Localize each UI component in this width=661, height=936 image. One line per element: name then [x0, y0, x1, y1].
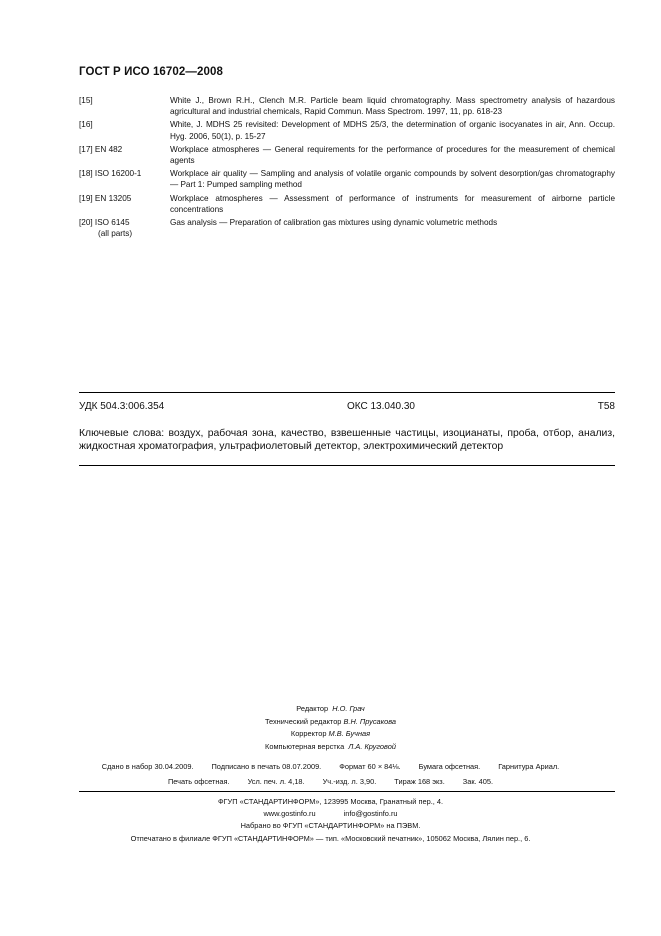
reference-tag-sub: (all parts)	[98, 229, 133, 239]
reference-tag: [17] EN 482	[79, 144, 123, 154]
reference-item	[79, 168, 615, 190]
credit-layout: Компьютерная верстка Л.А. Круговой	[265, 741, 396, 751]
publisher-contacts	[0, 808, 661, 820]
divider-bottom	[79, 465, 615, 466]
credit-tech-editor: Технический редактор В.Н. Прусакова	[264, 716, 397, 726]
credit-editor: Редактор Н.О. Грач	[296, 704, 365, 713]
reference-item	[79, 95, 615, 117]
email-link[interactable]: info@gostinfo.ru	[343, 809, 398, 819]
reference-tag: [20] ISO 6145 (all parts)	[79, 217, 170, 239]
credit-corrector: Корректор М.В. Бучная	[290, 729, 371, 738]
reference-item	[79, 193, 615, 215]
reference-tag: [16]	[79, 120, 93, 130]
reference-tag: [18] ISO 16200-1	[79, 169, 142, 179]
divider-printer	[79, 791, 615, 792]
reference-item	[79, 217, 615, 239]
reference-text: Gas analysis — Preparation of calibration gas mixtures using dynamic volumetric methods	[170, 218, 498, 228]
editorial-credits	[0, 703, 661, 753]
website-link[interactable]: www.gostinfo.ru	[263, 809, 316, 819]
oks-code: ОКС 13.040.30	[347, 401, 415, 412]
publication-line-1: Сдано в набор 30.04.2009. Подписано в печать 08.07.2009. Формат 60 × 84⅛. Бумага офсетная. Гарнитура Ариал.	[101, 762, 560, 771]
divider-top	[79, 392, 615, 393]
reference-item	[79, 119, 615, 141]
publisher-address: ФГУП «СТАНДАРТИНФОРМ», 123995 Москва, Гранатный пер., 4.	[217, 797, 444, 806]
typeset-note: Набрано во ФГУП «СТАНДАРТИНФОРМ» на ПЭВМ.	[240, 821, 421, 831]
publication-details	[0, 760, 661, 789]
reference-text: Workplace air quality — Sampling and analysis of volatile organic compounds by solvent desorption/gas chromatography — Part 1: Pumped sampling method	[170, 169, 615, 190]
reference-text: Workplace atmospheres — Assessment of performance of instruments for measurement of airborne particle concentrations	[170, 193, 615, 214]
reference-tag: [15]	[79, 96, 93, 105]
reference-text: White, J. MDHS 25 revisited: Development of MDHS 25/3, the determination of organic isocyanates in air, Ann. Occup. Hyg. 2006, 50(1), p. 15-27	[170, 120, 615, 141]
publication-line-2: Печать офсетная. Усл. печ. л. 4,18. Уч.-изд. л. 3,90. Тираж 168 экз. Зак. 405.	[167, 776, 494, 786]
reference-tag: [19] EN 13205	[79, 193, 132, 203]
reference-item	[79, 144, 615, 166]
page-header-standard: ГОСТ Р ИСО 16702—2008	[79, 66, 224, 78]
reference-text: White J., Brown R.H., Clench M.R. Particle beam liquid chromatography. Mass spectrometry analysis of hazardous agricultural and industrial chemicals, Rapid Commun. Mass Spectrom. 1997, 11, pp. 618-23	[170, 96, 615, 117]
reference-text: Workplace atmospheres — General requirements for the performance of procedures for the measurement of chemical agents	[170, 144, 615, 166]
printer-info	[0, 796, 661, 845]
udk-code: УДК 504.3:006.354	[79, 401, 165, 412]
bibliography-list	[79, 95, 615, 241]
keywords: Ключевые слова: воздух, рабочая зона, качество, взвешенные частицы, изоцианаты, проба, отбор, анализ, жидкостная хроматография, ультрафиолетовый детектор, электрохимический детектор	[79, 428, 615, 453]
group-code: Т58	[597, 401, 615, 412]
printed-note: Отпечатано в филиале ФГУП «СТАНДАРТИНФОРМ» — тип. «Московский печатник», 105062 Москва, Лялин пер., 6.	[130, 833, 531, 843]
